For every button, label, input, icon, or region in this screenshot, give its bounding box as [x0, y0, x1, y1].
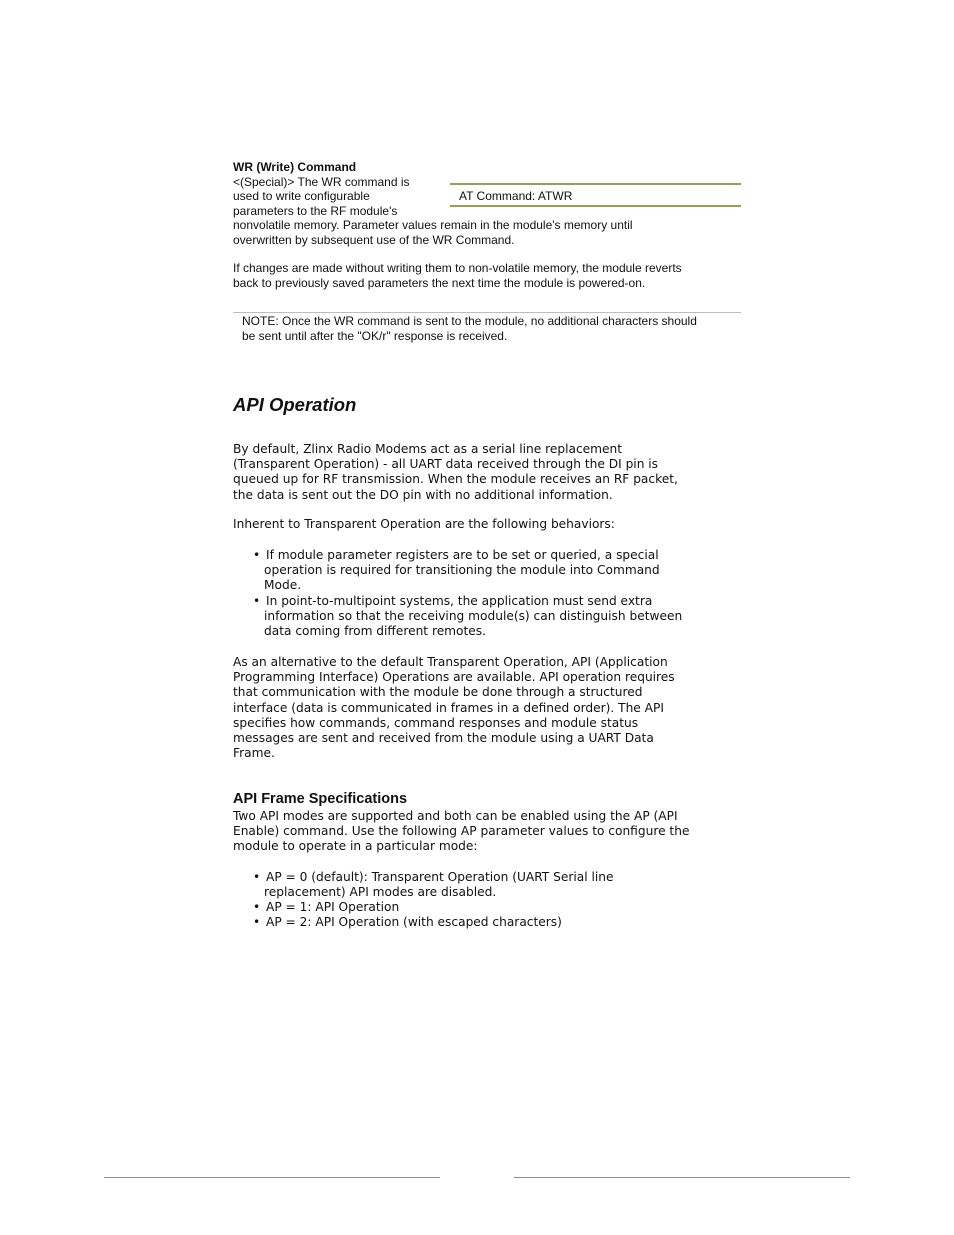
- bullet-icon: •: [253, 915, 261, 929]
- note-divider: [233, 312, 741, 313]
- list-item-line: If module parameter registers are to be set or queried, a special: [266, 548, 659, 562]
- footer-rule-left: [104, 1177, 440, 1178]
- paragraph-line: interface (data is communicated in frames in a defined order). The API: [233, 700, 664, 715]
- list-item-line: data coming from different remotes.: [264, 624, 487, 638]
- bullet-icon: •: [253, 870, 261, 884]
- paragraph-line: Two API modes are supported and both can be enabled using the AP (API: [233, 809, 678, 823]
- wr-command-title: WR (Write) Command: [233, 160, 357, 174]
- bullet-icon: •: [253, 900, 261, 914]
- api-operation-heading: API Operation: [233, 394, 357, 415]
- note-line: NOTE: Once the WR command is sent to the module, no additional characters should: [242, 314, 697, 328]
- list-item-line: AP = 2: API Operation (with escaped characters): [266, 915, 562, 929]
- api-alternative-paragraph: [233, 655, 713, 761]
- paragraph-line: the data is sent out the DO pin with no additional information.: [233, 487, 613, 502]
- paragraph-line: specifies how commands, command responses and module status: [233, 715, 639, 730]
- paragraph-line: As an alternative to the default Transparent Operation, API (Application: [233, 655, 668, 669]
- wr-text-line: parameters to the RF module's: [233, 204, 398, 218]
- list-item-line: In point-to-multipoint systems, the application must send extra: [266, 594, 653, 608]
- note-line: be sent until after the "OK/r" response is received.: [242, 329, 508, 343]
- wr-text-line: <(Special)> The WR command is: [233, 175, 410, 189]
- bullet-icon: •: [253, 548, 261, 562]
- wr-revert-line: back to previously saved parameters the next time the module is powered-on.: [233, 276, 646, 290]
- list-item-line: Mode.: [264, 578, 302, 592]
- list-item-line: AP = 0 (default): Transparent Operation (UART Serial line: [266, 870, 614, 884]
- list-item-line: replacement) API modes are disabled.: [264, 885, 497, 899]
- paragraph-line: Frame.: [233, 746, 275, 761]
- inherent-behaviors-intro: Inherent to Transparent Operation are the following behaviors:: [233, 517, 615, 531]
- paragraph-line: By default, Zlinx Radio Modems act as a serial line replacement: [233, 442, 623, 456]
- footer-rule-right: [514, 1177, 850, 1178]
- api-frame-spec-heading: API Frame Specifications: [233, 791, 408, 807]
- paragraph-line: messages are sent and received from the module using a UART Data: [233, 731, 654, 746]
- wr-revert-line: If changes are made without writing them to non-volatile memory, the module reverts: [233, 261, 682, 275]
- wr-text-line: nonvolatile memory. Parameter values remain in the module's memory until: [233, 218, 633, 232]
- paragraph-line: module to operate in a particular mode:: [233, 839, 478, 854]
- paragraph-line: Enable) command. Use the following AP parameter values to configure the: [233, 824, 690, 839]
- api-intro-paragraph: [233, 442, 713, 503]
- list-item-line: information so that the receiving module(s) can distinguish between: [264, 609, 683, 623]
- paragraph-line: (Transparent Operation) - all UART data received through the DI pin is: [233, 457, 659, 472]
- wr-text-line: overwritten by subsequent use of the WR Command.: [233, 233, 515, 247]
- at-command-label: AT Command: ATWR: [459, 189, 573, 203]
- paragraph-line: queued up for RF transmission. When the module receives an RF packet,: [233, 472, 678, 487]
- list-item-line: AP = 1: API Operation: [266, 900, 400, 914]
- api-modes-paragraph: [233, 809, 713, 855]
- list-item-line: operation is required for transitioning the module into Command: [264, 563, 660, 577]
- paragraph-line: that communication with the module be done through a structured: [233, 685, 643, 700]
- paragraph-line: Programming Interface) Operations are available. API operation requires: [233, 670, 675, 685]
- wr-text-line: used to write configurable: [233, 189, 370, 203]
- bullet-icon: •: [253, 594, 261, 608]
